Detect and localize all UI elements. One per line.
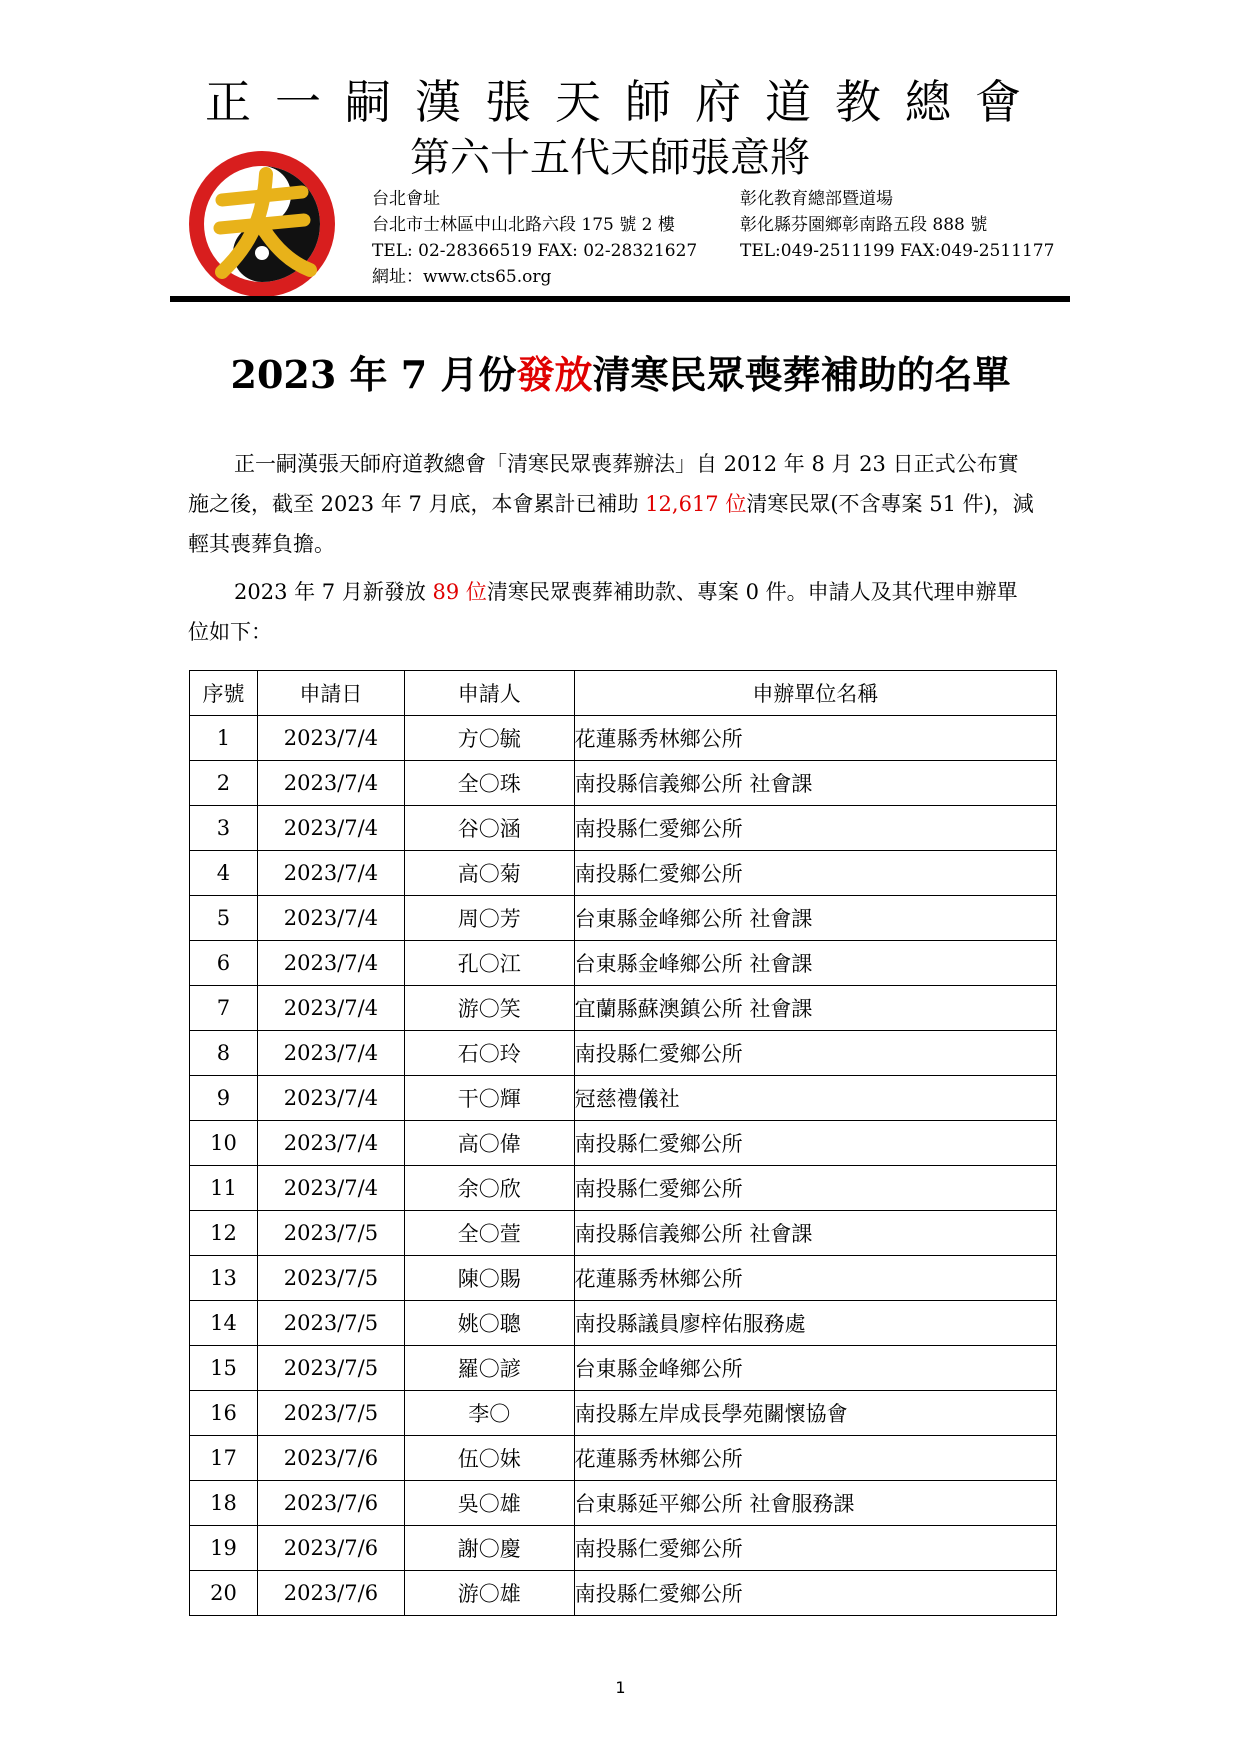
cell-applicant: 姚〇聰 (404, 1301, 574, 1346)
table-row (190, 1031, 1057, 1076)
table-row (190, 986, 1057, 1031)
cell-agency: 南投縣仁愛鄉公所 (574, 1526, 1056, 1571)
cell-date: 2023/7/4 (257, 941, 404, 986)
cell-applicant: 謝〇慶 (404, 1526, 574, 1571)
table-row (190, 1301, 1057, 1346)
cell-agency: 台東縣金峰鄉公所 社會課 (574, 941, 1056, 986)
intro-p1-text: 正一嗣漢張天師府道教總會「清寒民眾喪葬辦法」自 2012 年 8 月 23 日正式公布實施之後，截至 2023 年 7 月底，本會累計已補助 (188, 452, 1019, 516)
header-date: 申請日 (257, 671, 404, 716)
table-row (190, 1346, 1057, 1391)
taipei-address: 台北市士林區中山北路六段 175 號 2 樓 (372, 215, 675, 235)
cell-agency: 花蓮縣秀林鄉公所 (574, 1256, 1056, 1301)
cell-date: 2023/7/6 (257, 1481, 404, 1526)
cell-agency: 宜蘭縣蘇澳鎮公所 社會課 (574, 986, 1056, 1031)
cell-applicant: 吳〇雄 (404, 1481, 574, 1526)
cell-seq: 7 (190, 986, 258, 1031)
cell-agency: 南投縣仁愛鄉公所 (574, 806, 1056, 851)
cell-seq: 15 (190, 1346, 258, 1391)
table-header-row (190, 671, 1057, 716)
intro-p2-rest: 清寒民眾喪葬補助款、專案 0 件。申請人及其代理申辦單位如下： (188, 580, 1018, 644)
table-row (190, 806, 1057, 851)
table-row (190, 1256, 1057, 1301)
cell-date: 2023/7/6 (257, 1526, 404, 1571)
taipei-address-block (372, 186, 697, 264)
cell-seq: 19 (190, 1526, 258, 1571)
cell-date: 2023/7/4 (257, 1121, 404, 1166)
table-row (190, 1436, 1057, 1481)
cell-applicant: 伍〇妹 (404, 1436, 574, 1481)
page-number: 1 (615, 1678, 626, 1697)
cell-applicant: 石〇玲 (404, 1031, 574, 1076)
cell-applicant: 余〇欣 (404, 1166, 574, 1211)
header-applicant: 申請人 (404, 671, 574, 716)
cell-date: 2023/7/4 (257, 986, 404, 1031)
cell-agency: 南投縣仁愛鄉公所 (574, 1121, 1056, 1166)
cell-applicant: 全〇珠 (404, 761, 574, 806)
cell-agency: 花蓮縣秀林鄉公所 (574, 716, 1056, 761)
cell-agency: 台東縣金峰鄉公所 社會課 (574, 896, 1056, 941)
celestial-master-title: 第六十五代天師張意將 (410, 135, 810, 181)
logo-character: 天 (186, 148, 187, 149)
cell-agency: 台東縣延平鄉公所 社會服務課 (574, 1481, 1056, 1526)
cell-seq: 4 (190, 851, 258, 896)
cell-date: 2023/7/4 (257, 896, 404, 941)
changhua-address-block (740, 186, 1054, 264)
organization-logo (186, 148, 338, 300)
cell-date: 2023/7/5 (257, 1211, 404, 1256)
cell-agency: 南投縣信義鄉公所 社會課 (574, 761, 1056, 806)
cell-seq: 16 (190, 1391, 258, 1436)
cell-applicant: 方〇毓 (404, 716, 574, 761)
cell-seq: 10 (190, 1121, 258, 1166)
organization-name: 正一嗣漢張天師府道教總會 (205, 75, 1045, 129)
cell-agency: 台東縣金峰鄉公所 (574, 1346, 1056, 1391)
cell-agency: 冠慈禮儀社 (574, 1076, 1056, 1121)
cell-date: 2023/7/6 (257, 1571, 404, 1616)
cell-applicant: 干〇輝 (404, 1076, 574, 1121)
table-row (190, 1121, 1057, 1166)
cell-applicant: 高〇菊 (404, 851, 574, 896)
cell-seq: 3 (190, 806, 258, 851)
cell-applicant: 谷〇涵 (404, 806, 574, 851)
cell-seq: 12 (190, 1211, 258, 1256)
cell-seq: 1 (190, 716, 258, 761)
table-row (190, 1166, 1057, 1211)
cell-agency: 南投縣議員廖梓佑服務處 (574, 1301, 1056, 1346)
table-row (190, 1526, 1057, 1571)
cell-seq: 8 (190, 1031, 258, 1076)
header-divider (170, 296, 1070, 302)
cell-date: 2023/7/4 (257, 1031, 404, 1076)
cell-date: 2023/7/4 (257, 716, 404, 761)
changhua-address: 彰化縣芬園鄉彰南路五段 888 號 (740, 215, 988, 235)
cell-applicant: 周〇芳 (404, 896, 574, 941)
cell-applicant: 陳〇賜 (404, 1256, 574, 1301)
document-title (0, 350, 1241, 400)
table-row (190, 896, 1057, 941)
cell-agency: 南投縣左岸成長學苑關懷協會 (574, 1391, 1056, 1436)
cell-seq: 5 (190, 896, 258, 941)
cell-applicant: 羅〇諺 (404, 1346, 574, 1391)
intro-p1-count: 12,617 位 (645, 492, 747, 516)
cell-applicant: 游〇雄 (404, 1571, 574, 1616)
table-row (190, 761, 1057, 806)
cell-date: 2023/7/4 (257, 851, 404, 896)
cell-date: 2023/7/4 (257, 1076, 404, 1121)
cell-date: 2023/7/6 (257, 1436, 404, 1481)
title-prefix: 2023 年 7 月份 (230, 352, 517, 397)
table-row (190, 1211, 1057, 1256)
table-row (190, 1481, 1057, 1526)
cell-date: 2023/7/5 (257, 1391, 404, 1436)
taipei-phone: TEL: 02-28366519 FAX: 02-28321627 (372, 241, 698, 261)
intro-p1-rest: 清寒民眾(不含專案 51 件)，減輕其喪葬負擔。 (188, 492, 1034, 556)
cell-date: 2023/7/4 (257, 761, 404, 806)
table-row (190, 1391, 1057, 1436)
cell-seq: 9 (190, 1076, 258, 1121)
changhua-phone: TEL:049-2511199 FAX:049-2511177 (740, 241, 1055, 261)
title-suffix: 清寒民眾喪葬補助的名單 (592, 352, 1011, 397)
cell-seq: 2 (190, 761, 258, 806)
cell-date: 2023/7/4 (257, 1166, 404, 1211)
table-row (190, 851, 1057, 896)
website-link[interactable]: 網址：www.cts65.org (372, 267, 552, 287)
intro-p2-text: 2023 年 7 月新發放 (234, 580, 433, 604)
cell-applicant: 全〇萱 (404, 1211, 574, 1256)
table-row (190, 941, 1057, 986)
cell-date: 2023/7/5 (257, 1256, 404, 1301)
title-highlight: 發放 (516, 352, 593, 397)
cell-seq: 11 (190, 1166, 258, 1211)
taipei-label: 台北會址 (372, 189, 440, 209)
cell-seq: 14 (190, 1301, 258, 1346)
cell-agency: 南投縣仁愛鄉公所 (574, 851, 1056, 896)
header-agency: 申辦單位名稱 (574, 671, 1056, 716)
cell-applicant: 孔〇江 (404, 941, 574, 986)
cell-seq: 17 (190, 1436, 258, 1481)
recipient-table (189, 670, 1057, 1616)
cell-applicant: 游〇笑 (404, 986, 574, 1031)
header-seq: 序號 (190, 671, 258, 716)
cell-seq: 13 (190, 1256, 258, 1301)
intro-paragraph-1 (188, 444, 1038, 564)
table-row (190, 1076, 1057, 1121)
cell-applicant: 高〇偉 (404, 1121, 574, 1166)
cell-agency: 南投縣仁愛鄉公所 (574, 1031, 1056, 1076)
changhua-label: 彰化教育總部暨道場 (740, 189, 893, 209)
cell-seq: 20 (190, 1571, 258, 1616)
table-row (190, 716, 1057, 761)
cell-date: 2023/7/5 (257, 1301, 404, 1346)
intro-p2-count: 89 位 (432, 580, 487, 604)
cell-seq: 18 (190, 1481, 258, 1526)
intro-paragraph-2 (188, 572, 1038, 652)
cell-seq: 6 (190, 941, 258, 986)
cell-date: 2023/7/5 (257, 1346, 404, 1391)
cell-date: 2023/7/4 (257, 806, 404, 851)
table-row (190, 1571, 1057, 1616)
cell-agency: 南投縣仁愛鄉公所 (574, 1571, 1056, 1616)
cell-agency: 南投縣信義鄉公所 社會課 (574, 1211, 1056, 1256)
cell-agency: 花蓮縣秀林鄉公所 (574, 1436, 1056, 1481)
cell-applicant: 李〇 (404, 1391, 574, 1436)
cell-agency: 南投縣仁愛鄉公所 (574, 1166, 1056, 1211)
